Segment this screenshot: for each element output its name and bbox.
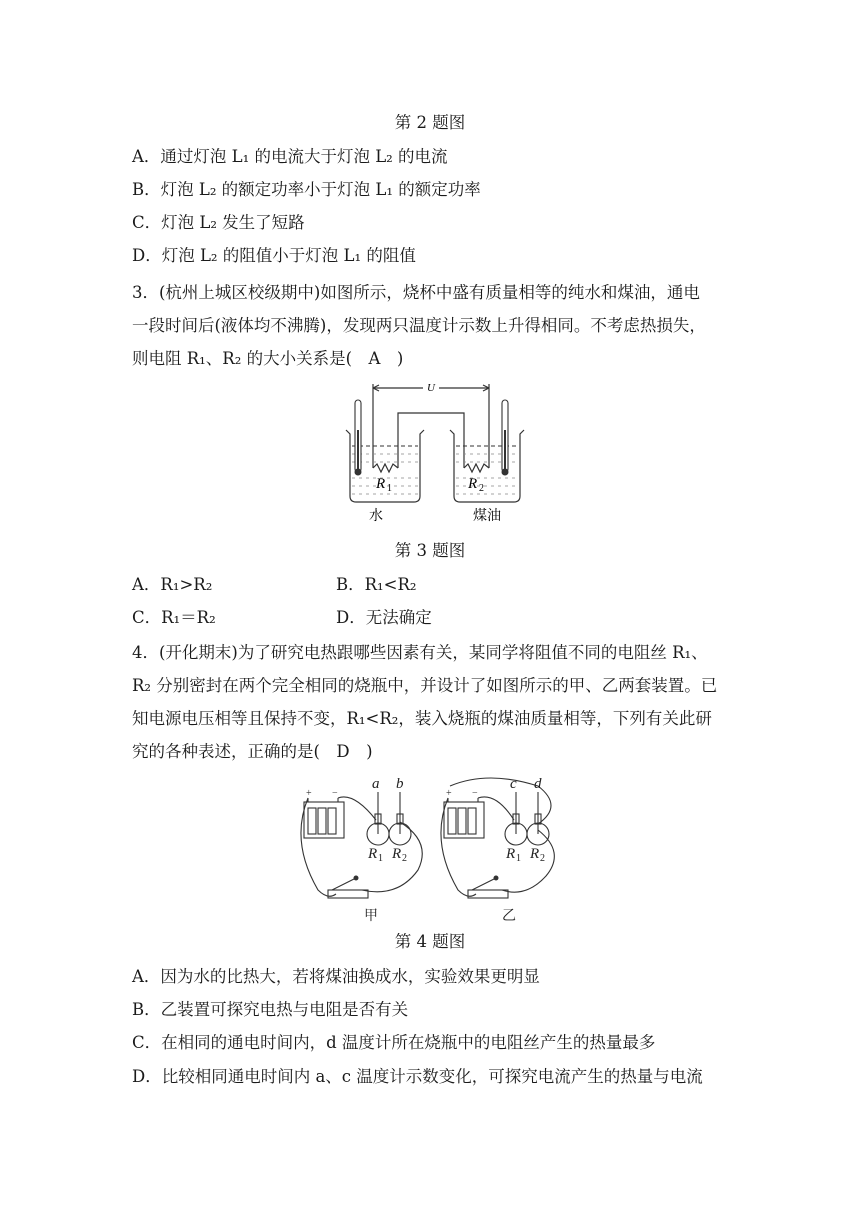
q3-option-c: C．R₁＝R₂	[132, 608, 216, 627]
q3-option-b: B．R₁<R₂	[336, 575, 417, 594]
label-d: d	[534, 776, 542, 792]
q4-option-a: A．因为水的比热大，若将煤油换成水，实验效果更明显	[132, 967, 540, 986]
q3-stem-line-3: 则电阻 R₁、R₂ 的大小关系是( A )	[132, 349, 404, 368]
q2-option-b: B．灯泡 L₂ 的额定功率小于灯泡 L₁ 的额定功率	[132, 180, 481, 199]
label-r2-jia-sub: 2	[402, 853, 407, 864]
figure-3-beakers-diagram	[340, 380, 530, 526]
q4-stem-line-2: R₂ 分别密封在两个完全相同的烧瓶中，并设计了如图所示的甲、乙两套装置。已	[132, 676, 718, 695]
svg-text:−: −	[332, 788, 338, 799]
q3-option-d: D．无法确定	[336, 608, 432, 627]
label-r2-jia: R	[392, 846, 402, 862]
q3-stem-line-2: 一段时间后(液体均不沸腾)，发现两只温度计示数上升得相同。不考虑热损失，	[132, 316, 706, 335]
q2-option-d: D．灯泡 L₂ 的阻值小于灯泡 L₁ 的阻值	[132, 246, 416, 265]
q2-option-a: A．通过灯泡 L₁ 的电流大于灯泡 L₂ 的电流	[132, 147, 448, 166]
q4-option-c: C．在相同的通电时间内，d 温度计所在烧瓶中的电阻丝产生的热量最多	[132, 1033, 656, 1052]
svg-text:+: +	[446, 788, 452, 799]
figure-2-caption: 第 2 题图	[394, 113, 466, 132]
q3-option-a: A．R₁>R₂	[132, 575, 213, 594]
svg-text:+: +	[306, 788, 312, 799]
label-c: c	[510, 776, 517, 792]
label-yi: 乙	[502, 908, 516, 924]
q3-stem-line-1: 3．(杭州上城区校级期中)如图所示，烧杯中盛有质量相等的纯水和煤油，通电	[132, 283, 700, 302]
label-r1-jia-sub: 1	[378, 853, 383, 864]
figure-4-circuits-diagram	[298, 772, 566, 926]
label-b: b	[396, 776, 404, 792]
label-jia: 甲	[364, 908, 378, 924]
label-r2-yi: R	[530, 846, 540, 862]
label-r2-yi-sub: 2	[540, 853, 545, 864]
q4-option-b: B．乙装置可探究电热与电阻是否有关	[132, 1000, 409, 1019]
svg-text:−: −	[472, 788, 478, 799]
figure-3-caption: 第 3 题图	[394, 541, 466, 560]
label-a: a	[372, 776, 380, 792]
label-kerosene: 煤油	[473, 508, 501, 524]
label-r2-sub: 2	[479, 483, 484, 494]
label-r2: R	[468, 476, 478, 492]
q4-option-d: D．比较相同通电时间内 a、c 温度计示数变化，可探究电流产生的热量与电流	[132, 1067, 703, 1086]
label-r1-sub: 1	[387, 483, 392, 494]
label-r1: R	[376, 476, 386, 492]
q4-stem-line-4: 究的各种表述，正确的是( D )	[132, 742, 373, 761]
q4-stem-line-3: 知电源电压相等且保持不变，R₁<R₂，装入烧瓶的煤油质量相等，下列有关此研	[132, 709, 712, 728]
label-r1-yi-sub: 1	[516, 853, 521, 864]
label-r1-jia: R	[368, 846, 378, 862]
label-water: 水	[369, 508, 383, 524]
q2-option-c: C．灯泡 L₂ 发生了短路	[132, 213, 305, 232]
label-u: U	[427, 382, 435, 394]
q4-stem-line-1: 4．(开化期末)为了研究电热跟哪些因素有关，某同学将阻值不同的电阻丝 R₁、	[132, 643, 708, 662]
figure-4-caption: 第 4 题图	[394, 932, 466, 951]
label-r1-yi: R	[506, 846, 516, 862]
